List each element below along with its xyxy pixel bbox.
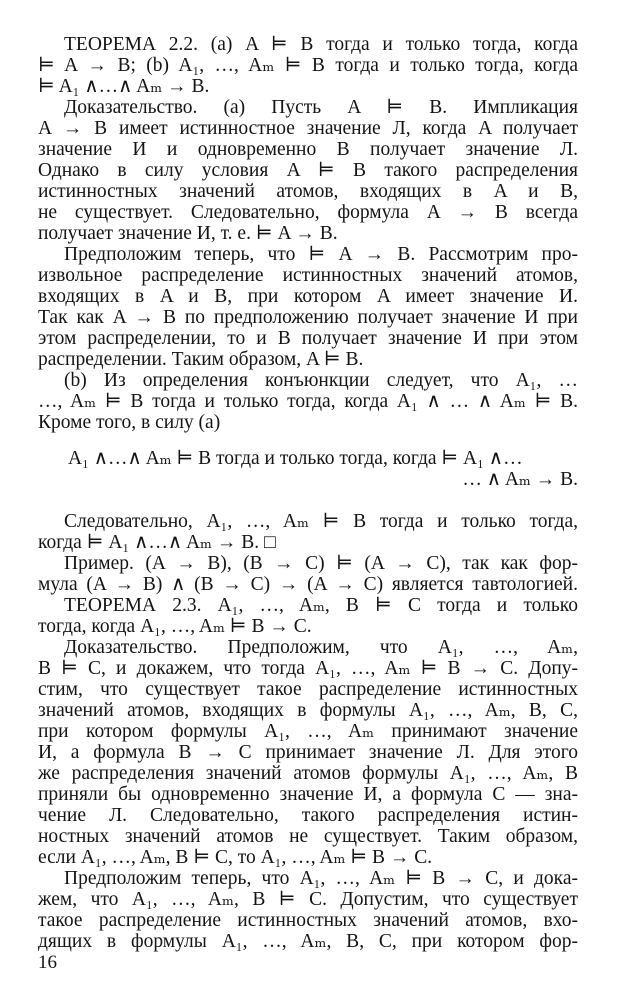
proof-b-line-1: (b) Из определения конъюнкции следует, что A₁, …	[64, 370, 578, 391]
proof-2-3-line-3: стим, что существует такое распределение истинностных	[38, 679, 578, 700]
display-formula-line-2: … ∧ Aₘ → B.	[462, 469, 578, 490]
proof-a-line-3: значение И и одновременно B получает значение Л.	[38, 139, 578, 160]
proof-a-line-5: истинностных значений атомов, входящих в A и B,	[38, 181, 578, 202]
proof-2-3-line-10: ностных значений атомов не существует. Таким образом,	[38, 826, 578, 847]
conclusion-line-1: Следовательно, A₁, …, Aₘ ⊨ B тогда и только тогда,	[64, 511, 578, 532]
proof-2-3-line-5: при котором формулы A₁, …, Aₘ принимают значение	[38, 721, 578, 742]
proof-2-3-line-2: B ⊨ C, и докажем, что тогда A₁, …, Aₘ ⊨ B → C. Допу-	[38, 658, 578, 679]
theorem-2-2-line-3: ⊨ A₁ ∧…∧ Aₘ → B.	[38, 76, 210, 97]
proof-2-3-converse-line-2: жем, что A₁, …, Aₘ, B ⊨ C. Допустим, что существует	[38, 889, 578, 910]
proof-2-3-line-7: же распределения значений атомов формулы A₁, …, Aₘ, B	[38, 763, 578, 784]
proof-2-3-line-1: Доказательство. Предположим, что A₁, …, Aₘ,	[64, 637, 578, 658]
conclusion-line-2: когда ⊨ A₁ ∧…∧ Aₘ → B. □	[38, 532, 276, 553]
page-number: 16	[38, 952, 57, 973]
proof-b-line-3: Кроме того, в силу (a)	[38, 412, 221, 433]
converse-line-6: распределении. Таким образом, A ⊨ B.	[38, 349, 364, 370]
converse-line-2: извольное распределение истинностных значений атомов,	[38, 265, 578, 286]
proof-2-3-converse-line-1: Предположим теперь, что A₁, …, Aₘ ⊨ B → C, и дока-	[64, 868, 578, 889]
converse-line-4: Так как A → B по предположению получает значение И при	[38, 307, 578, 328]
proof-a-line-4: Однако в силу условия A ⊨ B такого распределения	[38, 160, 578, 181]
proof-2-3-converse-line-3: такое распределение истинностных значений атомов, вхо-	[38, 910, 578, 931]
display-formula-line-1: A₁ ∧…∧ Aₘ ⊨ B тогда и только тогда, когда ⊨ A₁ ∧…	[68, 448, 523, 469]
proof-2-3-line-9: чение Л. Следовательно, такого распределения истин-	[38, 805, 578, 826]
example-line-1: Пример. (A → B), (B → C) ⊨ (A → C), так как фор-	[64, 553, 578, 574]
proof-2-3-line-11: если A₁, …, Aₘ, B ⊨ C, то A₁, …, Aₘ ⊨ B → C.	[38, 847, 433, 868]
theorem-2-2-line-1: ТЕОРЕМА 2.2. (a) A ⊨ B тогда и только тогда, когда	[64, 34, 578, 55]
proof-a-line-7: получает значение И, т. е. ⊨ A → B.	[38, 223, 338, 244]
proof-2-3-converse-line-4: дящих в формулы A₁, …, Aₘ, B, C, при котором фор-	[38, 931, 578, 952]
proof-a-line-6: не существует. Следовательно, формула A → B всегда	[38, 202, 578, 223]
converse-line-1: Предположим теперь, что ⊨ A → B. Рассмотрим про-	[64, 244, 578, 265]
theorem-2-2-line-2: ⊨ A → B; (b) A₁, …, Aₘ ⊨ B тогда и только тогда, когда	[38, 55, 578, 76]
proof-a-line-1: Доказательство. (a) Пусть A ⊨ B. Импликация	[64, 97, 578, 118]
converse-line-5: этом распределении, то и B получает значение И при этом	[38, 328, 578, 349]
converse-line-3: входящих в A и B, при котором A имеет значение И.	[38, 286, 578, 307]
example-line-2: мула (A → B) ∧ (B → C) → (A → C) является тавтологией.	[38, 574, 578, 595]
theorem-2-3-line-1: ТЕОРЕМА 2.3. A₁, …, Aₘ, B ⊨ C тогда и только	[64, 595, 578, 616]
proof-2-3-line-8: приняли бы одновременно значение И, а формула C — зна-	[38, 784, 578, 805]
proof-b-line-2: …, Aₘ ⊨ B тогда и только тогда, когда A₁ ∧ … ∧ Aₘ ⊨ B.	[38, 391, 578, 412]
proof-2-3-line-6: И, а формула B → C принимает значение Л. Для этого	[38, 742, 578, 763]
theorem-2-3-line-2: тогда, когда A₁, …, Aₘ ⊨ B → C.	[38, 616, 312, 637]
proof-a-line-2: A → B имеет истинностное значение Л, когда A получает	[38, 118, 578, 139]
proof-2-3-line-4: значений атомов, входящих в формулы A₁, …, Aₘ, B, C,	[38, 700, 578, 721]
